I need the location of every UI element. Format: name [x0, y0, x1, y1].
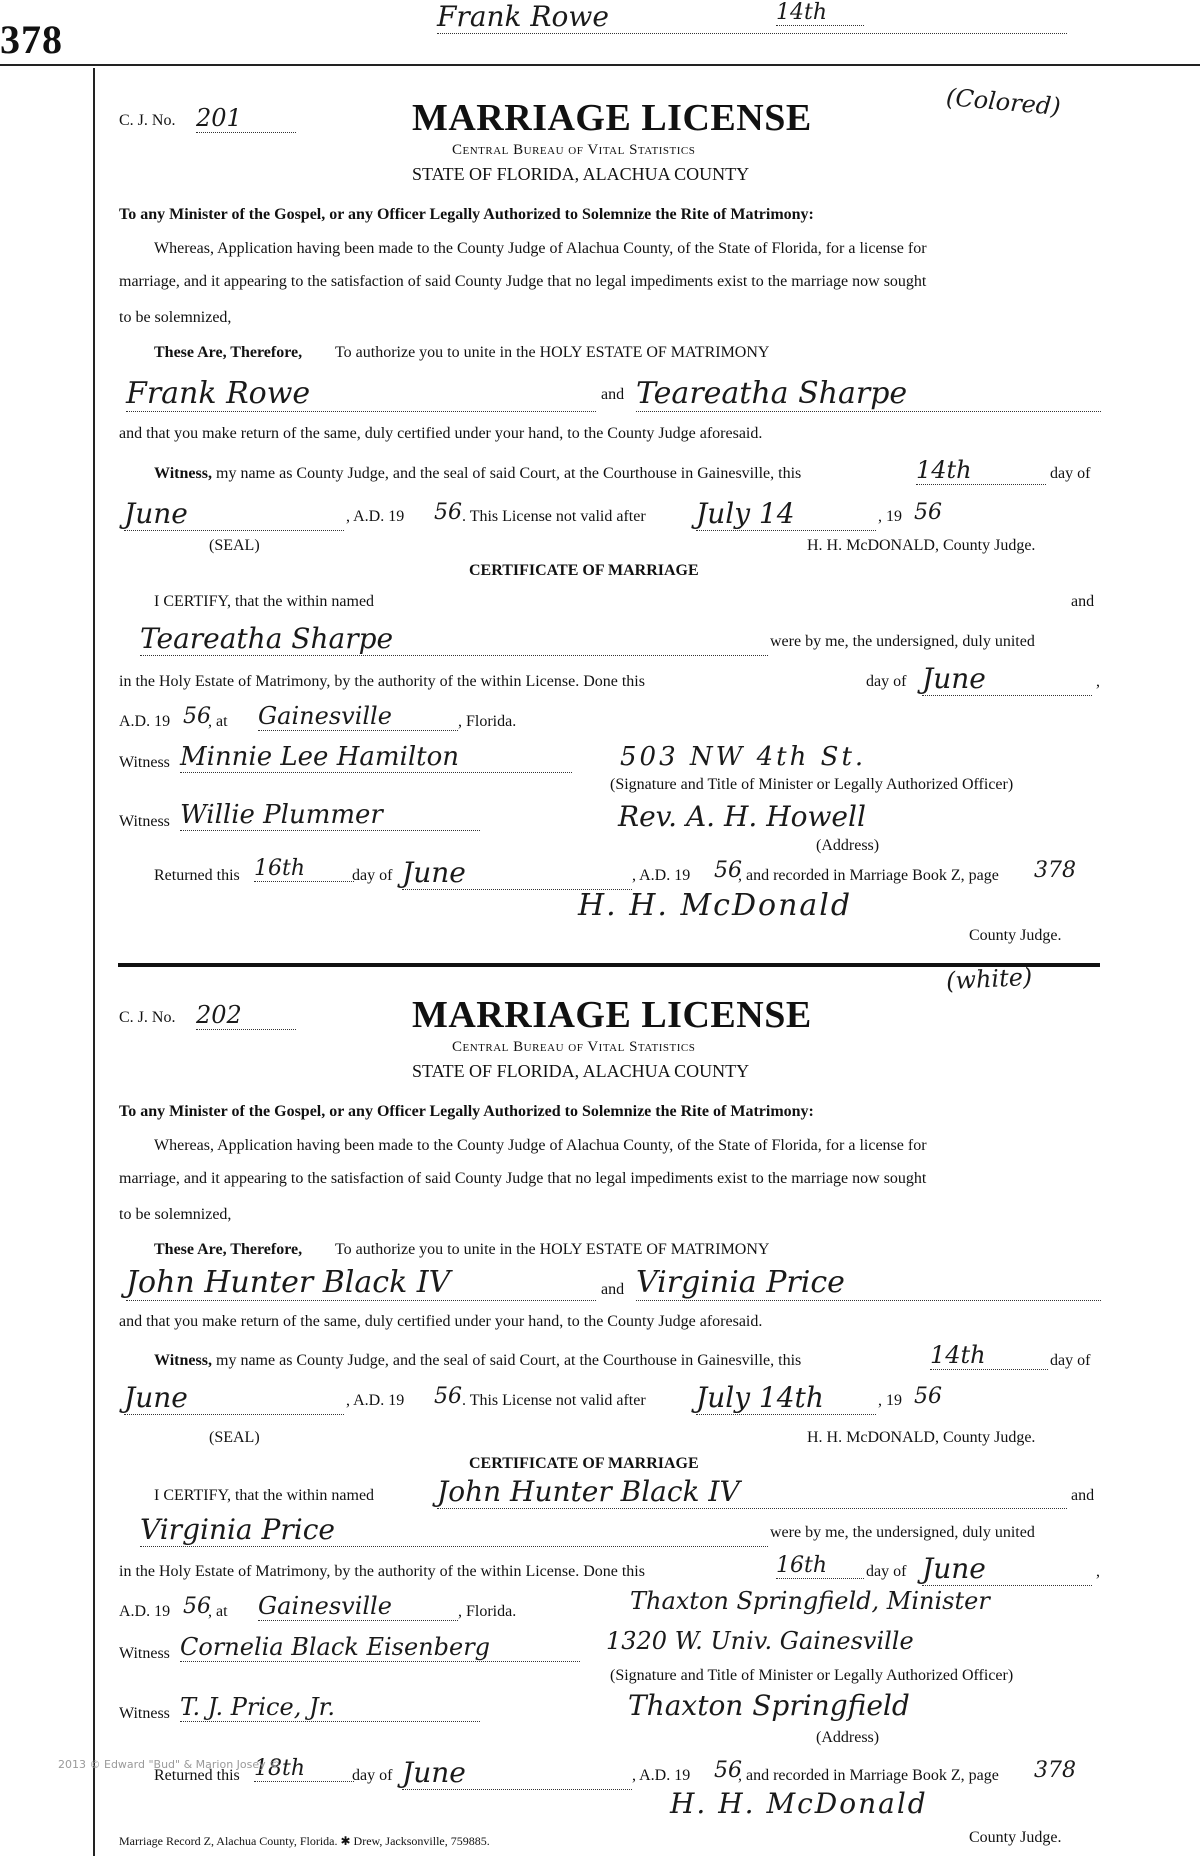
cj-number: 201 — [196, 104, 296, 133]
whereas-line-3: to be solemnized, — [119, 1206, 232, 1223]
done-year: 56 — [183, 1594, 211, 1619]
cj-label: C. J. No. — [119, 1009, 176, 1026]
bureau-name: Central Bureau of Vital Statistics — [452, 1039, 696, 1055]
address-label: (Address) — [816, 837, 880, 854]
and-label: and — [601, 386, 625, 403]
race-note: (white) — [945, 962, 1033, 996]
florida-label: , Florida. — [458, 1603, 517, 1620]
whereas-line-2: marriage, and it appearing to the satisfaction of said County Judge that no legal impediments exist to the marriage now sought — [119, 273, 927, 290]
returned-ad: , A.D. 19 — [632, 867, 691, 884]
witness-text: my name as County Judge, and the seal of said Court, at the Courthouse in Gainesville, this — [216, 1352, 802, 1369]
address-line: To any Minister of the Gospel, or any Officer Legally Authorized to Solemnize the Rite of Matrimony: — [119, 1103, 814, 1120]
witness-2: T. J. Price, Jr. — [180, 1693, 480, 1722]
cert-ad-label: A.D. 19 — [119, 1603, 171, 1620]
cert-bride: Virginia Price — [140, 1513, 768, 1547]
returned-day: 16th — [254, 856, 354, 882]
witness-bold: Witness, — [154, 1352, 212, 1369]
return-line: and that you make return of the same, duly certified under your hand, to the County Judge aforesaid. — [119, 425, 763, 442]
holy-estate-text: in the Holy Estate of Matrimony, by the authority of the within License. Done this — [119, 1563, 645, 1580]
state-county: STATE OF FLORIDA, ALACHUA COUNTY — [412, 1061, 750, 1081]
officer-line-2: Rev. A. H. Howell — [618, 800, 866, 833]
seal-label: (SEAL) — [209, 537, 260, 554]
witness-text: my name as County Judge, and the seal of said Court, at the Courthouse in Gainesville, this — [216, 465, 802, 482]
form-title: MARRIAGE LICENSE — [412, 97, 812, 139]
cert-groom: John Hunter Black IV — [437, 1475, 1067, 1509]
page-number: 378 — [0, 17, 63, 62]
issue-year: 56 — [434, 1384, 462, 1409]
bride-name: Virginia Price — [636, 1265, 1101, 1301]
place: Gainesville — [258, 1592, 458, 1621]
witness-bold: Witness, — [154, 465, 212, 482]
expiry-19-label: , 19 — [878, 1392, 902, 1409]
whereas-line-3: to be solemnized, — [119, 309, 232, 326]
groom-name: John Hunter Black IV — [126, 1265, 596, 1301]
expiry-date: July 14 — [696, 497, 876, 531]
cj-label: C. J. No. — [119, 112, 176, 129]
county-judge-label: County Judge. — [969, 1829, 1062, 1846]
groom-name: Frank Rowe — [126, 376, 596, 412]
returned-month: June — [402, 1756, 632, 1790]
done-month: June — [922, 662, 1092, 696]
returned-label: Returned this — [154, 1767, 240, 1784]
copyright-watermark: 2013 © Edward "Bud" & Marion Josey © — [58, 1758, 281, 1771]
not-valid-label: . This License not valid after — [462, 1392, 646, 1409]
cert-and-label: and — [1071, 593, 1095, 610]
authorize-text: To authorize you to unite in the HOLY ESTATE OF MATRIMONY — [335, 1241, 770, 1258]
sig-title-label: (Signature and Title of Minister or Legally Authorized Officer) — [610, 776, 1014, 793]
issue-month: June — [124, 497, 344, 531]
race-note: (Colored) — [944, 83, 1062, 121]
holy-estate-text: in the Holy Estate of Matrimony, by the authority of the within License. Done this — [119, 673, 645, 690]
address-label: (Address) — [816, 1729, 880, 1746]
recorded-label: , and recorded in Marriage Book Z, page — [738, 1767, 999, 1784]
day-of-label: day of — [1050, 1352, 1091, 1369]
witness-1-label: Witness — [119, 754, 170, 771]
florida-label: , Florida. — [458, 713, 517, 730]
bureau-name: Central Bureau of Vital Statistics — [452, 142, 696, 158]
state-county: STATE OF FLORIDA, ALACHUA COUNTY — [412, 164, 750, 184]
judge-name-label: H. H. McDONALD, County Judge. — [807, 1429, 1036, 1446]
certificate-title: CERTIFICATE OF MARRIAGE — [469, 1455, 699, 1472]
officer-line-2: 1320 W. Univ. Gainesville — [606, 1627, 914, 1655]
returned-day-of: day of — [352, 1767, 393, 1784]
witness-1: Minnie Lee Hamilton — [180, 742, 572, 773]
ad-label: , A.D. 19 — [346, 508, 405, 525]
issue-day: 14th — [930, 1341, 1048, 1370]
expiry-year: 56 — [914, 500, 942, 525]
expiry-19-label: , 19 — [878, 508, 902, 525]
county-judge-label: County Judge. — [969, 927, 1062, 944]
day-of-label: day of — [1050, 465, 1091, 482]
officer-signature: Thaxton Springfield — [628, 1689, 910, 1722]
expiry-date: July 14th — [696, 1381, 876, 1415]
place: Gainesville — [258, 702, 458, 731]
done-day-of: day of — [866, 1563, 907, 1580]
returned-day: 18th — [254, 1756, 354, 1782]
certify-label: I CERTIFY, that the within named — [154, 1487, 375, 1504]
done-year: 56 — [183, 704, 211, 729]
witness-1: Cornelia Black Eisenberg — [180, 1633, 580, 1662]
issue-day: 14th — [916, 456, 1046, 485]
top-rule — [0, 64, 1200, 66]
returned-year: 56 — [714, 1758, 742, 1783]
cert-ad-label: A.D. 19 — [119, 713, 171, 730]
seal-label: (SEAL) — [209, 1429, 260, 1446]
and-label: and — [601, 1281, 625, 1298]
witness-2: Willie Plummer — [180, 800, 480, 831]
bride-name: Teareatha Sharpe — [636, 376, 1101, 412]
were-by-me: were by me, the undersigned, duly united — [770, 1524, 1035, 1541]
judge-signature: H. H. McDonald — [578, 888, 853, 923]
cj-number: 202 — [196, 1001, 296, 1030]
certificate-title: CERTIFICATE OF MARRIAGE — [469, 562, 699, 579]
returned-year: 56 — [714, 858, 742, 883]
returned-label: Returned this — [154, 867, 240, 884]
return-line: and that you make return of the same, duly certified under your hand, to the County Judge aforesaid. — [119, 1313, 763, 1330]
were-by-me: were by me, the undersigned, duly united — [770, 633, 1035, 650]
witness-2-label: Witness — [119, 1705, 170, 1722]
at-label: , at — [208, 1603, 228, 1620]
record-page: 378 — [1034, 1758, 1076, 1783]
whereas-line-2: marriage, and it appearing to the satisfaction of said County Judge that no legal impediments exist to the marriage now sought — [119, 1170, 927, 1187]
witness-2-label: Witness — [119, 813, 170, 830]
at-label: , at — [208, 713, 228, 730]
record-page: 378 — [1034, 858, 1076, 883]
these-are: These Are, Therefore, — [154, 1241, 303, 1258]
footer-imprint: Marriage Record Z, Alachua County, Florida. ✱ Drew, Jacksonville, 759885. — [119, 1834, 490, 1848]
recorded-label: , and recorded in Marriage Book Z, page — [738, 867, 999, 884]
form-title: MARRIAGE LICENSE — [412, 994, 812, 1036]
cert-groom: Frank Rowe — [437, 0, 1067, 34]
witness-1-label: Witness — [119, 1645, 170, 1662]
address-line: To any Minister of the Gospel, or any Officer Legally Authorized to Solemnize the Rite of Matrimony: — [119, 206, 814, 223]
done-day: 16th — [776, 1553, 864, 1579]
sig-title-label: (Signature and Title of Minister or Legally Authorized Officer) — [610, 1667, 1014, 1684]
cert-and-label: and — [1071, 1487, 1095, 1504]
these-are: These Are, Therefore, — [154, 344, 303, 361]
judge-name-label: H. H. McDONALD, County Judge. — [807, 537, 1036, 554]
issue-month: June — [124, 1381, 344, 1415]
whereas-line-1: Whereas, Application having been made to the County Judge of Alachua County, of the State of Florida, for a license for — [154, 1137, 927, 1154]
returned-ad: , A.D. 19 — [632, 1767, 691, 1784]
expiry-year: 56 — [914, 1384, 942, 1409]
done-month: June — [922, 1552, 1092, 1586]
officer-line-1: 503 NW 4th St. — [620, 742, 867, 772]
authorize-text: To authorize you to unite in the HOLY ESTATE OF MATRIMONY — [335, 344, 770, 361]
cert-bride: Teareatha Sharpe — [140, 622, 768, 656]
done-day: 14th — [776, 0, 864, 26]
issue-year: 56 — [434, 500, 462, 525]
returned-day-of: day of — [352, 867, 393, 884]
officer-line-1: Thaxton Springfield, Minister — [630, 1587, 990, 1615]
not-valid-label: . This License not valid after — [462, 508, 646, 525]
certify-label: I CERTIFY, that the within named — [154, 593, 375, 610]
returned-month: June — [402, 856, 632, 890]
done-day-of: day of — [866, 673, 907, 690]
judge-signature: H. H. McDonald — [670, 1787, 928, 1820]
whereas-line-1: Whereas, Application having been made to the County Judge of Alachua County, of the State of Florida, for a license for — [154, 240, 927, 257]
ad-label: , A.D. 19 — [346, 1392, 405, 1409]
